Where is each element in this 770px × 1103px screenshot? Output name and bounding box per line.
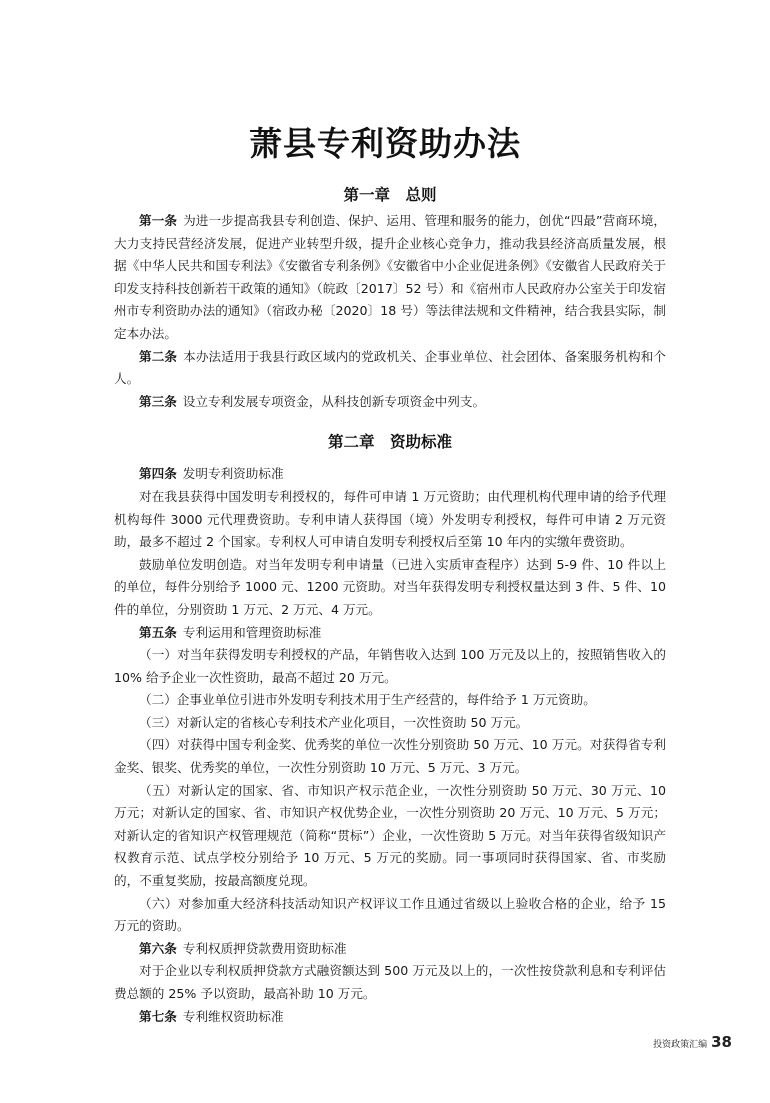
article-label: 第五条 [139,624,177,640]
article-label: 第二条 [139,348,178,364]
article-text: 设立专利发展专项资金，从科技创新专项资金中列支。 [182,393,486,409]
article-label: 第四条 [139,466,177,482]
article-5-item: （六）对参加重大经济科技活动知识产权评议工作且通过省级以上验收合格的企业，给予 15 万元的资助。 [114,895,666,934]
article-6-paragraph: 对于企业以专利权质押贷款方式融资额达到 500 万元及以上的，一次性按贷款利息和专利评估费总额的 25% 予以资助，最高补助 10 万元。 [114,963,666,1001]
article-label: 第六条 [139,940,177,956]
article-7-heading [114,1006,666,1029]
article-2 [114,346,666,391]
article-4-paragraph: 鼓励单位发明创造。对当年发明专利申请量（已进入实质审查程序）达到 5-9 件、10 件以上的单位，每件分别给予 1000 元、1200 元资助。对当年获得发明专利授权量达到 3 件、5 件、10 件的单位，分别资助 1 万元、2 万元、4 万元。 [114,556,666,617]
article-6-heading [114,938,666,961]
page-footer [653,1033,732,1051]
footer-label: 投资政策汇编 [653,1040,708,1050]
chapter-heading-1: 第一章 总则 [343,186,437,204]
chapter-heading-2: 第二章 资助标准 [327,433,452,452]
article-5-item: （五）对新认定的国家、省、市知识产权示范企业，一次性分别资助 50 万元、30 万元、10 万元；对新认定的国家、省、市知识产权优势企业，一次性分别资助 20 万元、10 万元、5 万元；对新认定的省知识产权管理规范（简称“贯标”）企业，一次性资助 5 万元。对当年获得省级知识产权教育示范、试点学校分别给予 10 万元、5 万元的奖励。同一事项同时获得国家、省、市奖励的，不重复奖励，按最高额度兑现。 [114,782,666,889]
article-5-item: （二）企事业单位引进市外发明专利技术用于生产经营的，每件给予 1 万元资助。 [139,692,596,708]
article-5-item: （一）对当年获得发明专利授权的产品，年销售收入达到 100 万元及以上的，按照销售收入的 10% 给予企业一次性资助，最高不超过 20 万元。 [114,647,666,685]
article-label: 第一条 [139,213,178,228]
article-label: 第三条 [139,393,177,409]
article-4-paragraph: 对在我县获得中国发明专利授权的，每件可申请 1 万元资助；由代理机构代理申请的给予代理机构每件 3000 元代理费资助。专利申请人获得国（境）外发明专利授权，每件可申请 2 万元资助，最多不超过 2 个国家。专利权人可申请自发明专利授权后至第 10 年内的实缴年费资助。 [114,488,666,550]
article-5-heading [114,622,666,645]
article-1 [114,210,666,346]
article-5-item: （四）对获得中国专利金奖、优秀奖的单位一次性分别资助 50 万元、10 万元。对获得省专利金奖、银奖、优秀奖的单位，一次性分别资助 10 万元、5 万元、3 万元。 [114,737,666,776]
article-3 [114,391,666,414]
document-title: 萧县专利资助办法 [249,124,521,163]
article-text: 本办法适用于我县行政区域内的党政机关、企事业单位、社会团体、备案服务机构和个人。 [114,348,667,387]
article-label: 第七条 [139,1008,177,1024]
article-title: 专利维权资助标准 [182,1008,284,1024]
article-text: 为进一步提高我县专利创造、保护、运用、管理和服务的能力，创优“四最”营商环境，大力支持民营经济发展，促进产业转型升级，提升企业核心竞争力，推动我县经济高质量发展，根据《中华人民共和国专利法》《安徽省专利条例》《安徽省中小企业促进条例》《安徽省人民政府关于印发支持科技创新若干政策的通知》（皖政〔2017〕52 号）和《宿州市人民政府办公室关于印发宿州市专利资助办法的通知》（宿政办秘〔2020〕18 号）等法律法规和文件精神，结合我县实际，制定本办法。 [114,213,666,341]
article-title: 专利运用和管理资助标准 [182,624,322,640]
article-title: 发明专利资助标准 [182,466,284,482]
article-title: 专利权质押贷款费用资助标准 [182,940,347,956]
document-body [114,180,666,1028]
article-4-heading [114,463,666,486]
page-number: 38 [711,1033,732,1051]
article-5-item: （三）对新认定的省核心专利技术产业化项目，一次性资助 50 万元。 [139,714,529,730]
